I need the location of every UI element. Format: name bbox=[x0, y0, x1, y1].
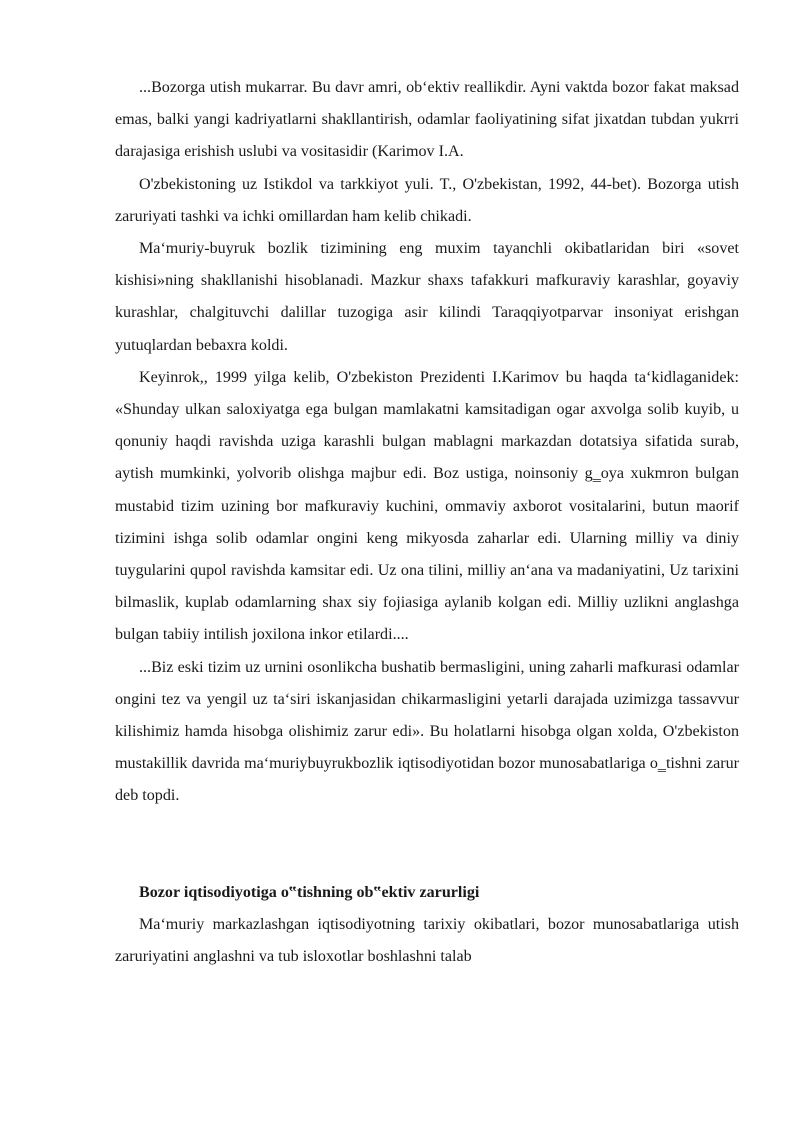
document-body bbox=[115, 72, 739, 973]
section-spacer bbox=[115, 813, 739, 877]
paragraph-2: O'zbekistoning uz Istikdol va tarkkiyot yuli. T., O'zbekistan, 1992, 44-bet). Bozorga utish zaruriyati tashki va ichki omillardan ham kelib chikadi. bbox=[115, 175, 739, 225]
section-heading: Bozor iqtisodiyotiga o‟tishning ob‟ektiv zarurligi bbox=[139, 883, 480, 901]
paragraph-6: Ma‘muriy markazlashgan iqtisodiyotning tarixiy okibatlari, bozor munosabatlariga utish zaruriyatini anglashni va tub isloxotlar boshlashni talab bbox=[115, 915, 739, 966]
paragraph-1: ...Bozorga utish mukarrar. Bu davr amri, ob‘ektiv reallikdir. Ayni vaktda bozor fakat maksad emas, balki yangi kadriyatlarni shakllantirish, odamlar faoliyatining sifat jixatdan tubdan yukrri darajasiga erishish uslubi va vositasidir (Karimov I.A. bbox=[115, 79, 739, 161]
paragraph-5: ...Biz eski tizim uz urnini osonlikcha bushatib bermasligini, uning zaharli mafkurasi odamlar ongini tez va yengil uz ta‘siri iskanjasidan chikarmasligini yetarli darajada uzimizga tassavvur kilishimiz hamda hisobga olishimiz zarur edi». Bu holatlarni hisobga olgan xolda, O'zbekiston mustakillik davrida ma‘muriybuyrukbozlik iqtisodiyotidan bozor munosabatlariga o‗tishni zarur deb topdi. bbox=[115, 658, 739, 805]
paragraph-4: Keyinrok,, 1999 yilga kelib, O'zbekiston Prezidenti I.Karimov bu haqda ta‘kidlaganidek: «Shunday ulkan saloxiyatga ega bulgan mamlakatni kamsitadigan ogar axvolga solib kuyib, u qonuniy haqdi ravishda uziga karashli bulgan mablagni markazdan dotatsiya sifatida surab, aytish mumkinki, yolvorib olishga majbur edi. Boz ustiga, noinsoniy g‗oya xukmron bulgan mustabid tizim uzining bor mafkuraviy kuchini, ommaviy axborot vositalarini, butun maorif tizimini ishga solib odamlar ongini keng mikyosda zaharlar edi. Ularning milliy va diniy tuygularini qupol ravishda kamsitar edi. Uz ona tilini, milliy an‘ana va madaniyatini, Uz tarixini bilmaslik, kuplab odamlarning shax siy fojiasiga aylanib kolgan edi. Milliy uzlikni anglashga bulgan tabiiy intilish joxilona inkor etilardi.... bbox=[115, 368, 739, 644]
paragraph-3: Ma‘muriy-buyruk bozlik tizimining eng muxim tayanchli okibatlaridan biri «sovet kishisi»ning shakllanishi hisoblanadi. Mazkur shaxs tafakkuri mafkuraviy karashlar, goyaviy kurashlar, chalgituvchi dalillar tuzogiga asir kilindi Taraqqiyotparvar insoniyat erishgan yutuqlardan bebaxra koldi. bbox=[115, 240, 739, 354]
